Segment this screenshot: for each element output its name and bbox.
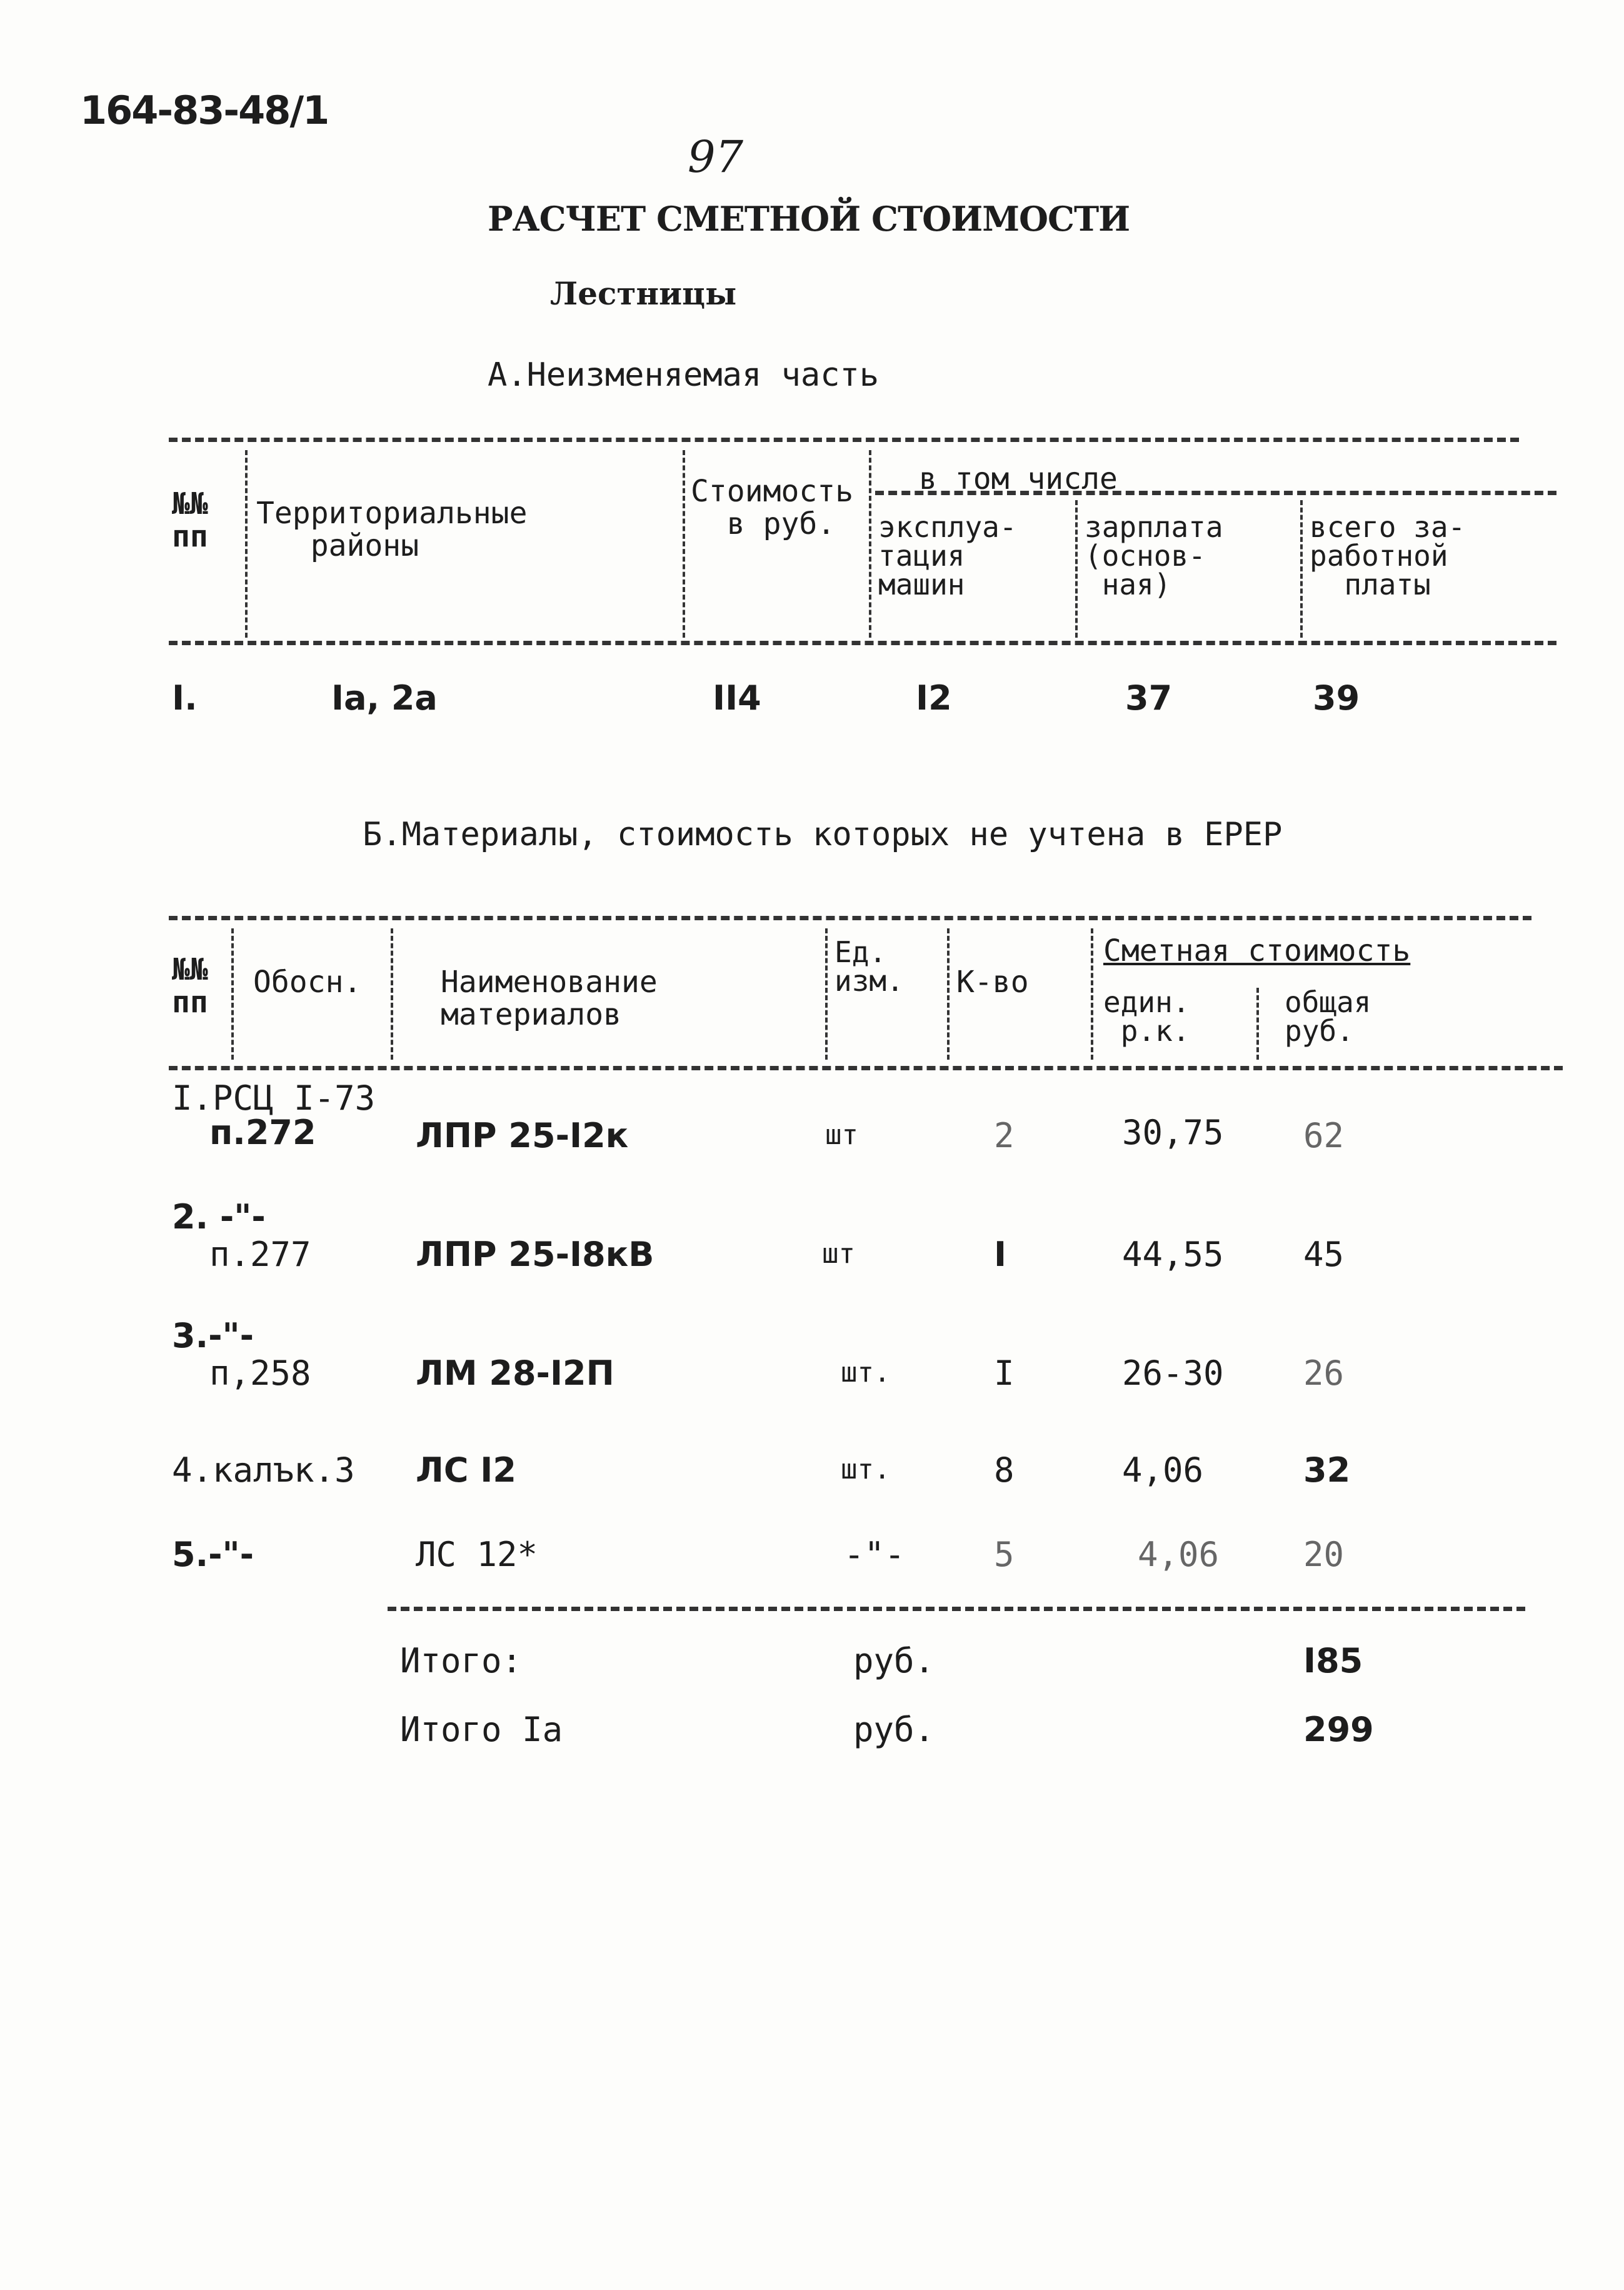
row-b-2-num-basis: 2. -"- [172, 1197, 266, 1237]
header-total-salary: всего за- работной платы [1310, 510, 1466, 601]
table-b-header-rule [169, 1066, 1563, 1070]
row-b-4-name: ЛС I2 [416, 1450, 516, 1490]
table-b-col-divider [231, 928, 234, 1060]
row-b-4-unit: шт. [841, 1454, 891, 1485]
table-b-bottom-rule [388, 1607, 1525, 1611]
row-b-5-qty: 5 [994, 1535, 1015, 1574]
row-b-2-basis: п.277 [209, 1235, 311, 1274]
grand-total-value: 299 [1303, 1710, 1374, 1749]
table-b-col-divider [1091, 928, 1093, 1060]
header-total: общая руб. [1285, 985, 1371, 1048]
document-code: 164-83-48/1 [80, 88, 329, 133]
table-a-col-divider [1300, 500, 1303, 638]
table-b-col-divider [391, 928, 393, 1060]
header-salary: зарплата (основ- ная) [1085, 510, 1223, 601]
table-b-col-divider [1256, 988, 1259, 1060]
grand-total-unit: руб. [853, 1710, 935, 1749]
row-b-5-unit: -"- [844, 1535, 905, 1574]
row-a-machines: I2 [916, 678, 952, 718]
table-a-bottom-rule [169, 641, 1556, 645]
section-a-heading: А.Неизменяемая часть [488, 356, 880, 394]
header-basis: Обосн. [253, 965, 362, 1000]
row-b-4-price: 4,06 [1122, 1450, 1204, 1490]
grand-total-label: Итого Iа [400, 1710, 563, 1749]
row-b-1-unit: шт [825, 1119, 858, 1151]
page-number: 97 [688, 131, 744, 183]
row-b-1-qty: 2 [994, 1116, 1015, 1155]
row-a-num: I. [172, 678, 198, 718]
row-b-3-unit: шт. [841, 1357, 891, 1389]
header-unit-price: един. р.к. [1103, 985, 1190, 1048]
row-b-1-basis: п.272 [209, 1113, 316, 1152]
row-b-3-basis: п,258 [209, 1353, 311, 1393]
page-title: РАСЧЕТ СМЕТНОЙ СТОИМОСТИ [488, 199, 1130, 239]
header-num: №№ пп [172, 486, 208, 554]
row-b-4-total: 32 [1303, 1450, 1351, 1490]
table-a-col-divider [683, 450, 685, 638]
page-subtitle: Лестницы [550, 275, 737, 312]
row-b-3-qty: I [994, 1353, 1015, 1393]
row-b-4-num-basis: 4.калък.3 [172, 1450, 355, 1490]
row-b-3-name: ЛМ 28-I2П [416, 1353, 614, 1393]
row-a-total-salary: 39 [1313, 678, 1360, 718]
table-a-top-rule [169, 438, 1519, 442]
table-b-col-divider [947, 928, 950, 1060]
row-a-regions: Iа, 2а [331, 678, 438, 718]
row-b-1-total: 62 [1303, 1116, 1345, 1155]
table-b-top-rule [169, 916, 1531, 920]
row-a-cost: II4 [713, 678, 761, 718]
row-b-1-name: ЛПР 25-I2к [416, 1116, 629, 1155]
total-label: Итого: [400, 1641, 523, 1680]
header-unit: Ед. изм. [835, 935, 904, 998]
row-b-2-name: ЛПР 25-I8кВ [416, 1235, 654, 1274]
row-b-2-price: 44,55 [1122, 1235, 1224, 1274]
header-qty: К-во [956, 965, 1029, 1000]
row-b-5-price: 4,06 [1138, 1535, 1220, 1574]
header-incl: в том числе [919, 461, 1118, 496]
row-b-4-qty: 8 [994, 1450, 1015, 1490]
header-regions: Территориальные районы [256, 496, 528, 563]
row-b-1-num-basis: I.РСЦ I-73 [172, 1078, 376, 1118]
header-machines: эксплуа- тация машин [878, 510, 1017, 601]
row-b-1-price: 30,75 [1122, 1113, 1224, 1152]
row-b-3-total: 26 [1303, 1353, 1345, 1393]
row-b-3-price: 26-30 [1122, 1353, 1224, 1393]
total-value: I85 [1303, 1641, 1363, 1680]
row-b-5-name: ЛС 12* [416, 1535, 538, 1574]
table-b-col-divider [825, 928, 828, 1060]
table-a-col-divider [245, 450, 248, 638]
header-material-name: Наименование материалов [441, 965, 658, 1032]
row-a-salary: 37 [1125, 678, 1173, 718]
header-cost: Стоимость в руб. [691, 474, 854, 541]
header-b-num: №№ пп [172, 952, 208, 1020]
row-b-5-num-basis: 5.-"- [172, 1535, 254, 1574]
row-b-2-unit: шт [822, 1238, 855, 1270]
table-a-col-divider [1075, 500, 1078, 638]
section-b-heading: Б.Материалы, стоимость которых не учтена в ЕРЕР [363, 816, 1283, 853]
table-a-col-divider [869, 450, 871, 638]
row-b-2-qty: I [994, 1235, 1007, 1274]
row-b-5-total: 20 [1303, 1535, 1345, 1574]
total-unit: руб. [853, 1641, 935, 1680]
row-b-3-num-basis: 3.-"- [172, 1316, 254, 1355]
header-estimate: Сметная стоимость [1103, 933, 1411, 968]
row-b-2-total: 45 [1303, 1235, 1345, 1274]
